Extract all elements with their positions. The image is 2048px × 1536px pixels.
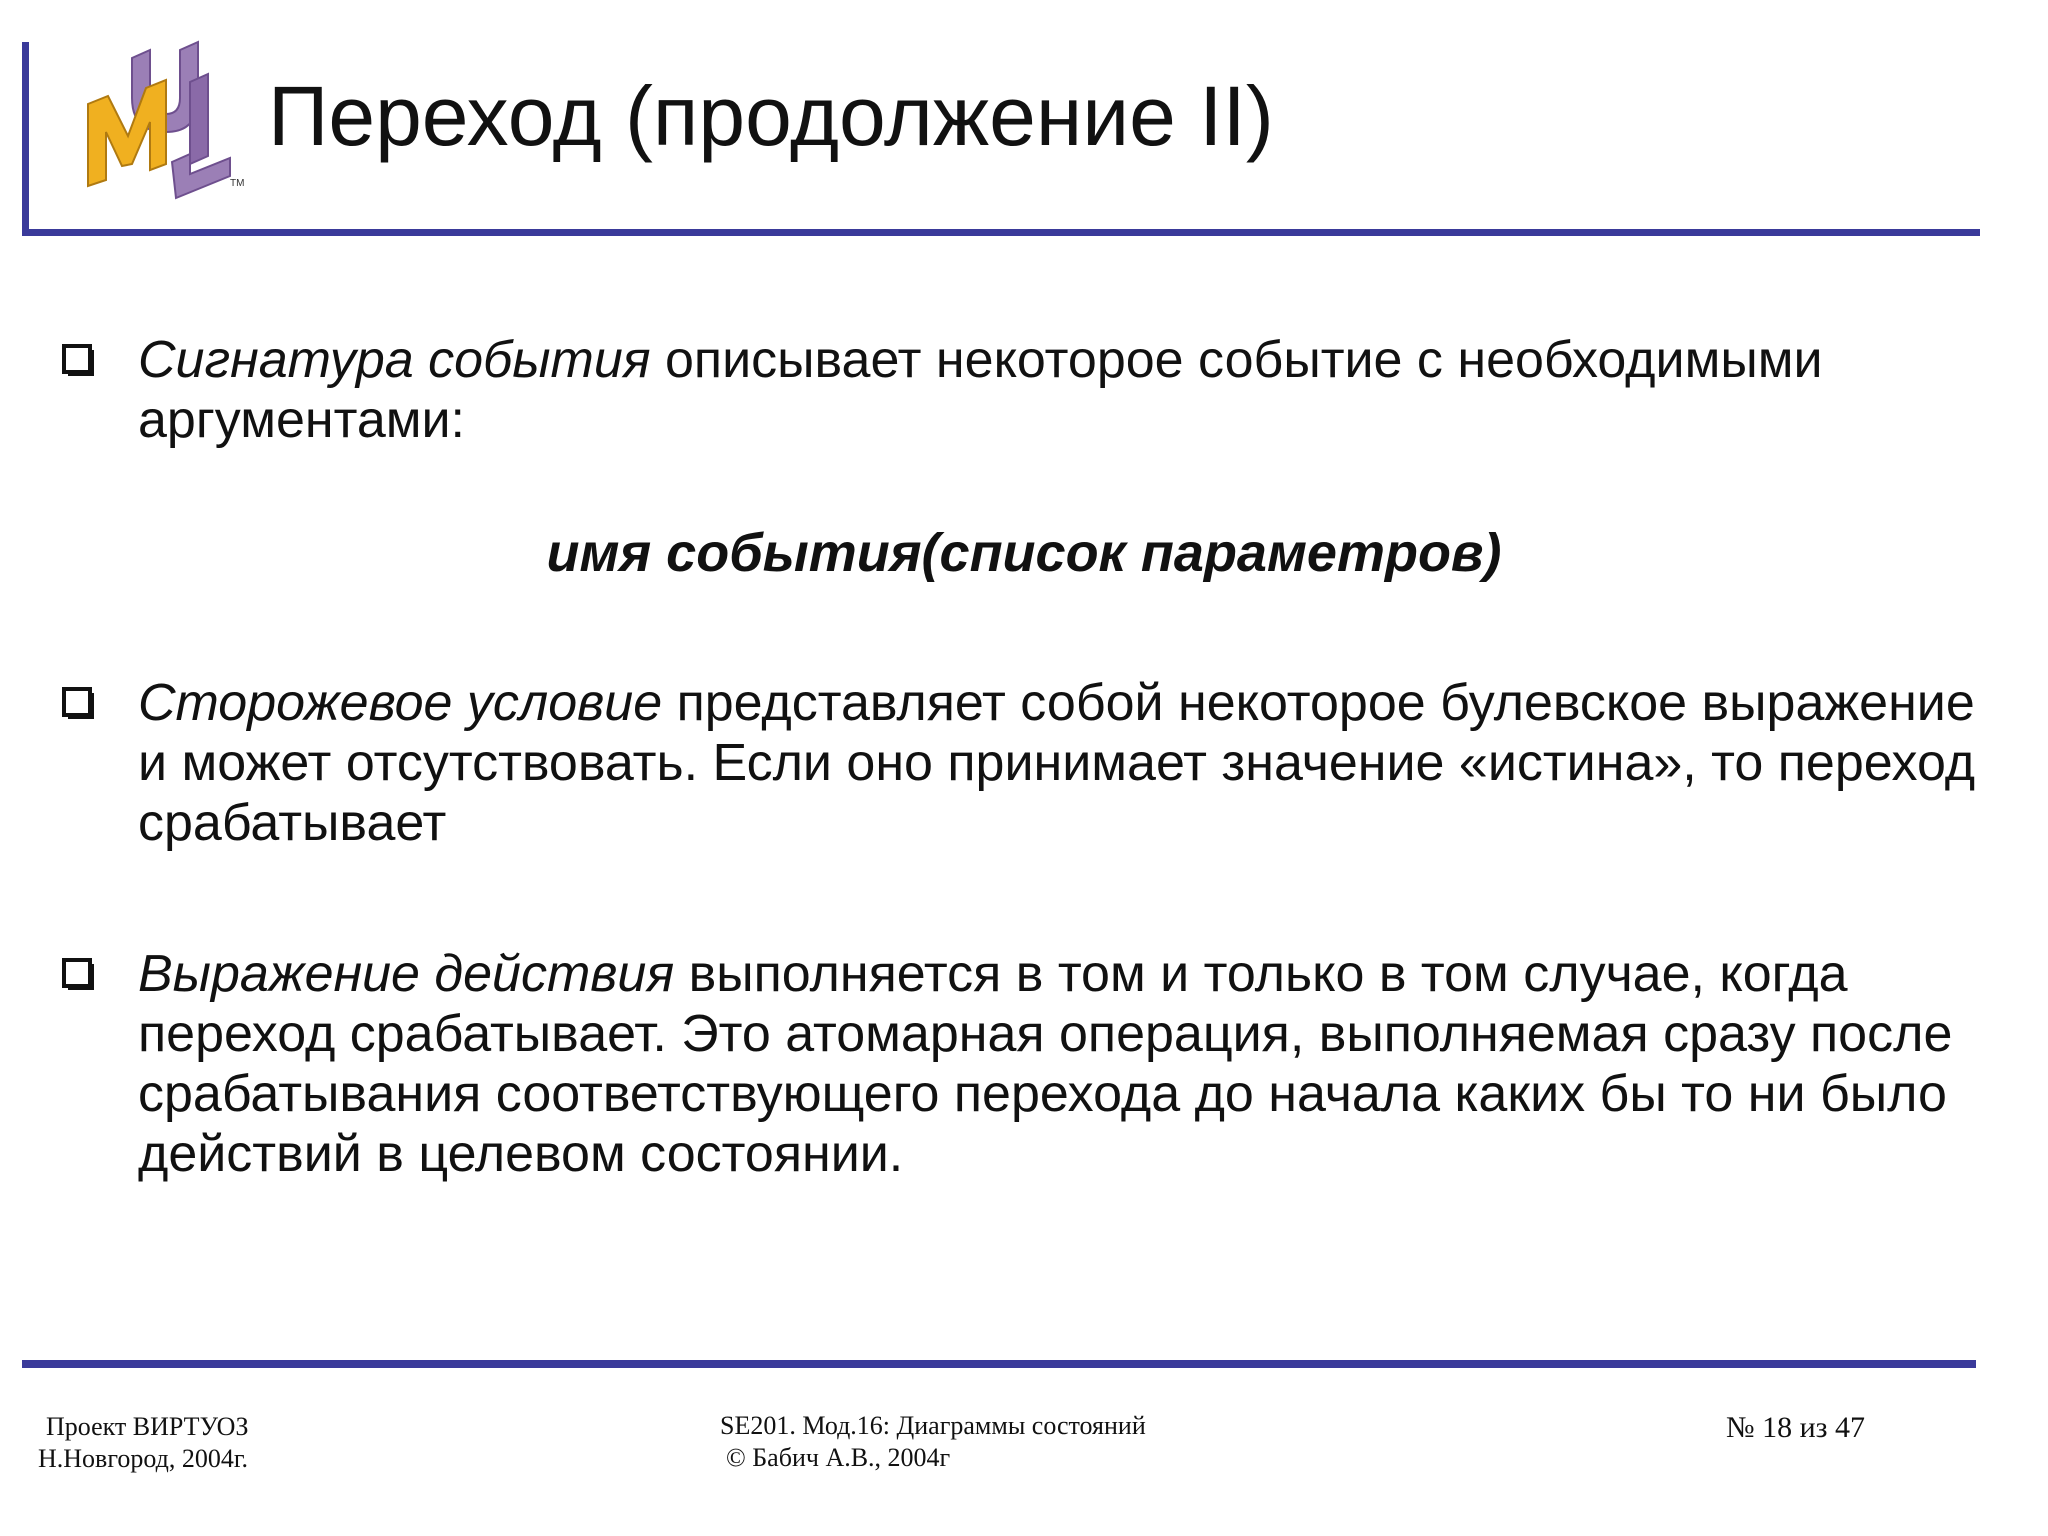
footer-project [38,1411,248,1475]
event-signature-formula: имя события(список параметров) [546,523,1502,583]
bullet-text: выполняется в том и только в том случае, когда переход срабатывает. Это атомарная операция, выполняемая сразу после срабатывания соответствующего перехода до начала каких бы то ни было действий в целевом состоянии. [138,945,1953,1183]
svg-text:TM: TM [230,178,245,189]
bullet-action-expression [62,944,1982,1184]
checkbox-square-icon [62,687,96,721]
footer-course [720,1410,1146,1474]
slide-title: Переход (продолжение II) [268,69,1274,163]
left-accent-bar [22,42,29,236]
bullet-term: Сигнатура события [138,331,651,389]
uml-logo-icon [80,36,250,211]
footer-copyright: © Бабич А.В., 2004г [726,1443,951,1472]
footer-course-title: SE201. Мод.16: Диаграммы состояний [720,1411,1146,1440]
bullet-guard-condition [62,673,1982,853]
checkbox-square-icon [62,344,96,378]
bullet-text: представляет собой некоторое булевское выражение и может отсутствовать. Если оно принимает значение «истина», то переход срабатывает [138,674,1976,852]
footer-divider [22,1360,1976,1368]
checkbox-square-icon [62,958,96,992]
title-divider [22,229,1980,236]
bullet-text: описывает некоторое событие с необходимыми аргументами: [138,331,1823,449]
bullet-event-signature [62,330,1982,450]
bullet-term: Выражение действия [138,945,675,1003]
footer-project-place: Н.Новгород, 2004г. [38,1444,249,1473]
footer-project-name: Проект ВИРТУОЗ [46,1412,249,1441]
page-number: № 18 из 47 [1726,1411,1866,1444]
bullet-term: Сторожевое условие [138,674,663,732]
